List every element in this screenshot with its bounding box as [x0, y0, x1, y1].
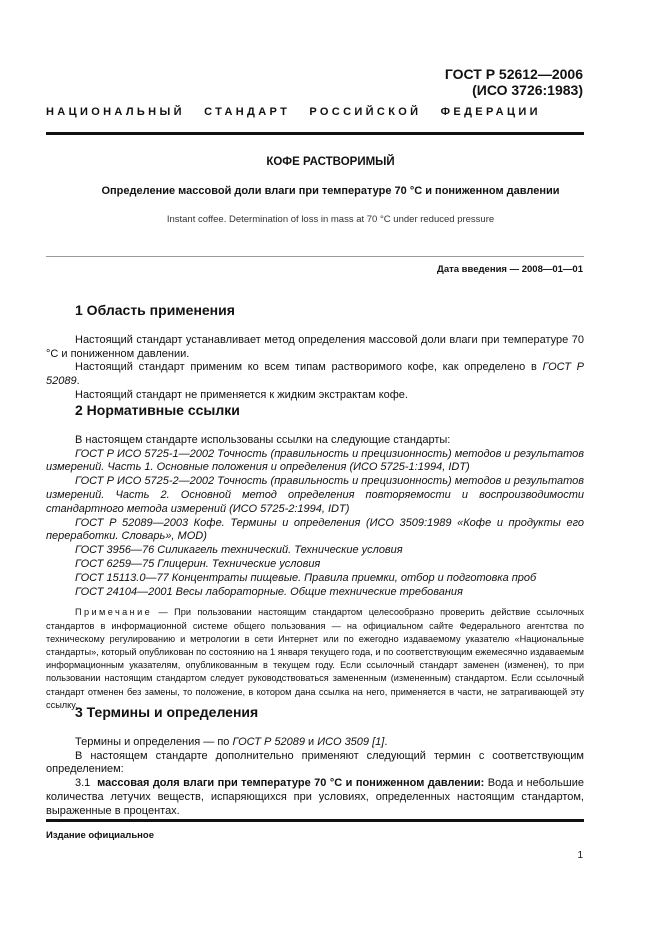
official-edition-label: Издание официальное [46, 830, 154, 841]
reference-text: ГОСТ 3956—76 Силикагель технический. Технические условия [75, 544, 403, 557]
header-rule [46, 132, 584, 135]
term-number: 3.1 [75, 777, 98, 790]
section-1-heading: 1 Область применения [75, 302, 235, 318]
text: . [384, 735, 388, 748]
reference-text: ГОСТ Р ИСО 5725-1—2002 Точность (правильность и прецизионность) методов и результатов измерений. Часть 1. Основные положения и определения (ИСО 5725-1:1994, IDT) [46, 447, 584, 474]
reference-item [46, 558, 584, 572]
section-3 [46, 706, 584, 819]
section-1-paragraph [46, 361, 584, 389]
reference-text: ГОСТ 24104—2001 Весы лабораторные. Общие технические требования [75, 585, 463, 598]
reference-text: ГОСТ Р ИСО 5725-2—2002 Точность (правильность и прецизионность) методов и результатов измерений. Часть 2. Основной метод определения повторяемости и воспроизводимости стандартного метода измерений (ИСО 5725-2:1994, IDT) [46, 475, 584, 515]
standard-designation [445, 66, 583, 98]
document-subtitle: Определение массовой доли влаги при температуре 70 °С и пониженном давлении [101, 185, 560, 197]
reference-item [46, 572, 584, 586]
reference-link: ГОСТ Р 52089 [46, 361, 584, 388]
note-label: Примечание [75, 607, 153, 618]
text: . [76, 375, 80, 388]
reference-item [46, 517, 584, 545]
text: и [305, 735, 318, 748]
section-2-heading: 2 Нормативные ссылки [75, 402, 240, 418]
reference-item [46, 475, 584, 516]
section-1 [46, 304, 584, 403]
note-text: — При пользовании настоящим стандартом целесообразно проверить действие ссылочных стандартов в информационной системе общего пользования — на официальном сайте Федерального агентства по техническому регулированию и метрологии в сети Интернет или по ежегодно издаваемому указателю «Национальные стандарты», который опубликован по состоянию на 1 января текущего года, и по соответствующим ежемесячно издаваемым информационным указателям, опубликованным в текущем году. Если ссылочный стандарт заменен (изменен), то при пользовании настоящим стандартом следует руководствоваться замененным (измененным) стандартом. Если ссылочный стандарт отменен без замены, то положение, в котором дана ссылка на него, применяется в части, не затрагивающей эту ссылку. [46, 607, 584, 710]
footer-rule [46, 819, 584, 822]
reference-text: ГОСТ 6259—75 Глицерин. Технические условия [75, 557, 321, 570]
reference-text: ГОСТ Р 52089—2003 Кофе. Термины и определения (ИСО 3509:1989 «Кофе и продукты его переработки. Словарь», MOD) [46, 516, 584, 543]
term: массовая доля влаги при температуре 70 °С и пониженном давлении: [97, 777, 485, 790]
term-definition [46, 777, 584, 818]
english-title: Instant coffee. Determination of loss in mass at 70 °C under reduced pressure [166, 214, 495, 225]
standard-number: ГОСТ Р 52612—2006 [444, 66, 583, 82]
reference-item [46, 586, 584, 600]
reference-text: ГОСТ 15113.0—77 Концентраты пищевые. Правила приемки, отбор и подготовка проб [75, 571, 537, 584]
reference-link: ГОСТ Р 52089 [232, 735, 305, 748]
introduction-date: Дата введения — 2008—01—01 [437, 264, 583, 275]
reference-link: ИСО 3509 [1] [317, 735, 385, 748]
section-3-paragraph [46, 736, 584, 750]
reference-item [46, 448, 584, 476]
section-3-heading: 3 Термины и определения [75, 704, 259, 720]
text: Настоящий стандарт применим ко всем типам растворимого кофе, как определено в [75, 361, 543, 374]
section-2-intro: В настоящем стандарте использованы ссылки на следующие стандарты: [75, 433, 451, 446]
section-1-paragraph: Настоящий стандарт не применяется к жидким экстрактам кофе. [75, 388, 408, 401]
reference-item [46, 544, 584, 558]
section-2 [46, 404, 584, 712]
section-1-paragraph: Настоящий стандарт устанавливает метод определения массовой доли влаги при температуре 70 °С и пониженном давлении. [46, 333, 584, 360]
note [46, 606, 584, 712]
date-rule [46, 256, 584, 257]
text: Термины и определения — по [75, 735, 233, 748]
national-standard-banner: НАЦИОНАЛЬНЫЙ СТАНДАРТ РОССИЙСКОЙ ФЕДЕРАЦИИ [46, 106, 541, 118]
term-definition-text: Вода и небольшие количества летучих веществ, испаряющихся при условиях, определенных настоящим стандартом, выраженные в процентах. [46, 777, 584, 817]
section-3-paragraph: В настоящем стандарте дополнительно применяют следующий термин с соответствующим определением: [46, 749, 584, 776]
page-number: 1 [577, 850, 583, 861]
iso-number: (ИСО 3726:1983) [472, 82, 583, 98]
document-title: КОФЕ РАСТВОРИМЫЙ [266, 156, 395, 168]
